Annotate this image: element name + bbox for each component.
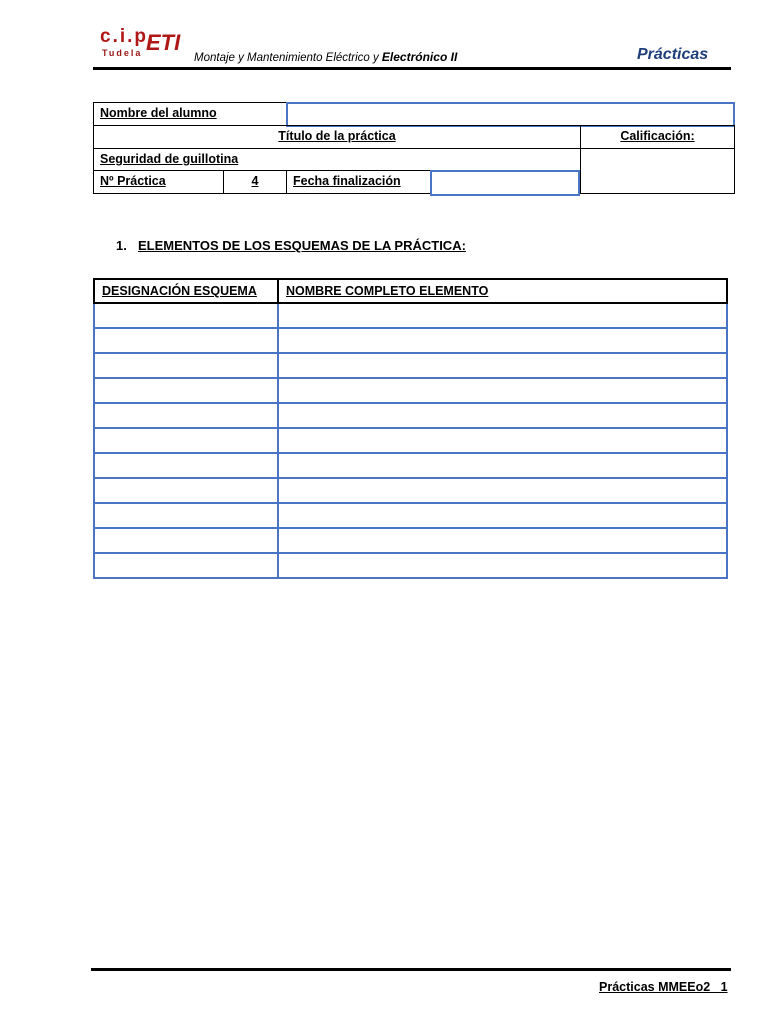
full-name-cell[interactable]	[278, 378, 727, 403]
footer-divider	[91, 968, 731, 971]
table-row	[94, 328, 727, 353]
student-name-field[interactable]	[286, 102, 735, 127]
section-number: 1.	[116, 238, 127, 253]
designation-cell[interactable]	[94, 353, 278, 378]
logo-eti-text: ETI	[146, 30, 181, 55]
full-name-cell[interactable]	[278, 328, 727, 353]
table-row	[94, 553, 727, 578]
full-name-cell[interactable]	[278, 503, 727, 528]
full-name-cell[interactable]	[278, 403, 727, 428]
table-row	[94, 378, 727, 403]
student-name-label: Nombre del alumno	[93, 102, 287, 126]
footer-page-label: Prácticas MMEEo2_ 1	[599, 980, 728, 994]
section-title-text: ELEMENTOS DE LOS ESQUEMAS DE LA PRÁCTICA:	[138, 238, 466, 253]
finish-date-field[interactable]	[430, 170, 580, 196]
practice-title-label: Título de la práctica	[93, 125, 581, 149]
full-name-cell[interactable]	[278, 553, 727, 578]
section-heading	[116, 238, 466, 253]
header-practicas-title: Prácticas	[637, 46, 709, 63]
designation-cell[interactable]	[94, 503, 278, 528]
column-header-designation: DESIGNACIÓN ESQUEMA	[94, 279, 278, 303]
full-name-cell[interactable]	[278, 353, 727, 378]
full-name-cell[interactable]	[278, 303, 727, 328]
designation-cell[interactable]	[94, 453, 278, 478]
school-logo	[96, 24, 192, 64]
header-divider	[93, 67, 731, 70]
table-row	[94, 303, 727, 328]
table-row	[94, 403, 727, 428]
course-subtitle-part1: Montaje y Mantenimiento Eléctrico y	[194, 52, 382, 64]
designation-cell[interactable]	[94, 478, 278, 503]
table-row	[94, 453, 727, 478]
designation-cell[interactable]	[94, 553, 278, 578]
designation-cell[interactable]	[94, 378, 278, 403]
practice-title-value: Seguridad de guillotina	[93, 148, 581, 171]
student-info-table	[93, 102, 735, 194]
grade-field[interactable]	[580, 148, 735, 194]
designation-cell[interactable]	[94, 328, 278, 353]
practice-number-value: 4	[223, 170, 287, 194]
course-subtitle	[194, 50, 457, 64]
table-row	[94, 478, 727, 503]
practice-number-label: Nº Práctica	[93, 170, 224, 194]
full-name-cell[interactable]	[278, 528, 727, 553]
designation-cell[interactable]	[94, 428, 278, 453]
logo-tudela-text: Tudela	[102, 48, 143, 58]
finish-date-label: Fecha finalización	[286, 170, 431, 194]
table-row	[94, 528, 727, 553]
course-subtitle-part2: Electrónico II	[381, 50, 458, 64]
elements-table	[93, 278, 728, 579]
column-header-full-name: NOMBRE COMPLETO ELEMENTO	[278, 279, 727, 303]
full-name-cell[interactable]	[278, 453, 727, 478]
designation-cell[interactable]	[94, 303, 278, 328]
table-row	[94, 428, 727, 453]
logo-cip-text: c.i.p.	[100, 26, 156, 47]
designation-cell[interactable]	[94, 403, 278, 428]
elements-table-header	[94, 279, 727, 303]
grade-label: Calificación:	[580, 125, 735, 149]
table-row	[94, 353, 727, 378]
full-name-cell[interactable]	[278, 428, 727, 453]
full-name-cell[interactable]	[278, 478, 727, 503]
table-row	[94, 503, 727, 528]
designation-cell[interactable]	[94, 528, 278, 553]
